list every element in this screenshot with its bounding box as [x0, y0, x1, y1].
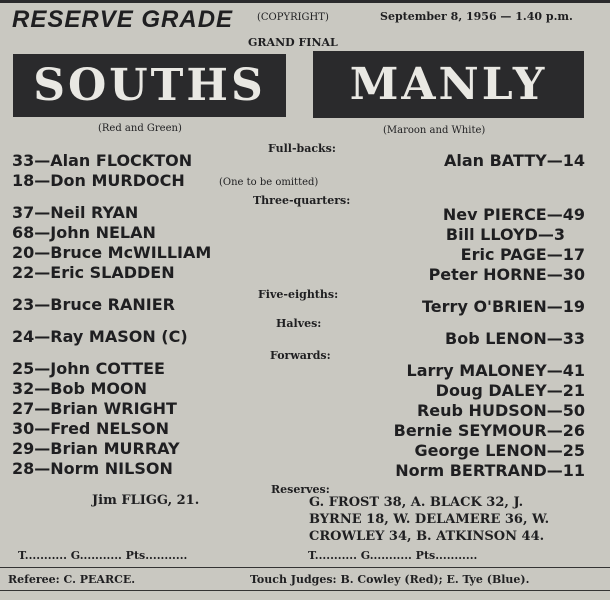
- left-player: 27—Brian WRIGHT: [12, 399, 177, 418]
- position-reserves: Reserves:: [271, 483, 330, 496]
- right-player: Bill LLOYD—3: [445, 225, 565, 244]
- left-player: 25—John COTTEE: [12, 359, 165, 378]
- position-fullbacks: Full-backs:: [268, 142, 336, 155]
- match-date-time: September 8, 1956 — 1.40 p.m.: [380, 10, 573, 23]
- touch-judges-text: Touch Judges: B. Cowley (Red); E. Tye (Blue).: [250, 573, 530, 586]
- left-player: 22—Eric SLADDEN: [12, 263, 175, 282]
- right-player: Norm BERTRAND—11: [395, 461, 585, 480]
- grand-final-subtitle: GRAND FINAL: [248, 36, 338, 49]
- right-player: Larry MALONEY—41: [406, 361, 585, 380]
- right-player: Peter HORNE—30: [428, 265, 585, 284]
- team-name-right: MANLY: [349, 59, 548, 110]
- left-player: 28—Norm NILSON: [12, 459, 173, 478]
- right-reserves-line: G. FROST 38, A. BLACK 32, J.: [309, 495, 524, 510]
- left-player: 20—Bruce McWILLIAM: [12, 243, 212, 262]
- one-omitted-note: (One to be omitted): [219, 177, 319, 188]
- bottom-divider: [0, 590, 610, 591]
- team-name-left: SOUTHS: [33, 60, 266, 111]
- team-colours-left: (Red and Green): [98, 123, 182, 134]
- position-forwards: Forwards:: [270, 349, 331, 362]
- left-player: 33—Alan FLOCKTON: [12, 151, 193, 170]
- team-banner-right: [313, 51, 584, 118]
- top-rule: [0, 0, 610, 3]
- right-reserves-line: BYRNE 18, W. DELAMERE 36, W.: [309, 512, 550, 527]
- right-player: Terry O'BRIEN—19: [422, 297, 585, 316]
- right-player: Bernie SEYMOUR—26: [393, 421, 585, 440]
- right-player: Alan BATTY—14: [443, 151, 585, 170]
- left-player: 68—John NELAN: [12, 223, 156, 242]
- team-colours-right: (Maroon and White): [383, 125, 486, 136]
- position-five-eighths: Five-eighths:: [258, 288, 339, 301]
- left-player: 37—Neil RYAN: [12, 203, 139, 222]
- grade-title: RESERVE GRADE: [12, 6, 234, 33]
- left-player: 18—Don MURDOCH: [12, 171, 185, 190]
- right-player: Reub HUDSON—50: [416, 401, 585, 420]
- position-halves: Halves:: [276, 317, 322, 330]
- referee-text: Referee: C. PEARCE.: [8, 573, 136, 586]
- right-player: Doug DALEY—21: [435, 381, 585, 400]
- right-player: George LENON—25: [414, 441, 585, 460]
- left-player: 32—Bob MOON: [12, 379, 147, 398]
- copyright-note: (COPYRIGHT): [257, 12, 329, 23]
- right-reserves-line: CROWLEY 34, B. ATKINSON 44.: [309, 529, 545, 544]
- left-player: 30—Fred NELSON: [12, 419, 169, 438]
- team-banner-left: [13, 54, 286, 117]
- right-player: Nev PIERCE—49: [442, 205, 585, 224]
- left-player: 24—Ray MASON (C): [12, 327, 188, 346]
- right-player: Eric PAGE—17: [460, 245, 585, 264]
- left-reserve: Jim FLIGG, 21.: [92, 493, 200, 508]
- left-player: 29—Brian MURRAY: [12, 439, 180, 458]
- score-line-left: T........... G........... Pts...........: [18, 549, 188, 562]
- right-player: Bob LENON—33: [445, 329, 585, 348]
- footer-divider: [0, 567, 610, 568]
- position-three-quarters: Three-quarters:: [253, 194, 351, 207]
- score-line-right: T........... G........... Pts...........: [308, 549, 478, 562]
- left-player: 23—Bruce RANIER: [12, 295, 175, 314]
